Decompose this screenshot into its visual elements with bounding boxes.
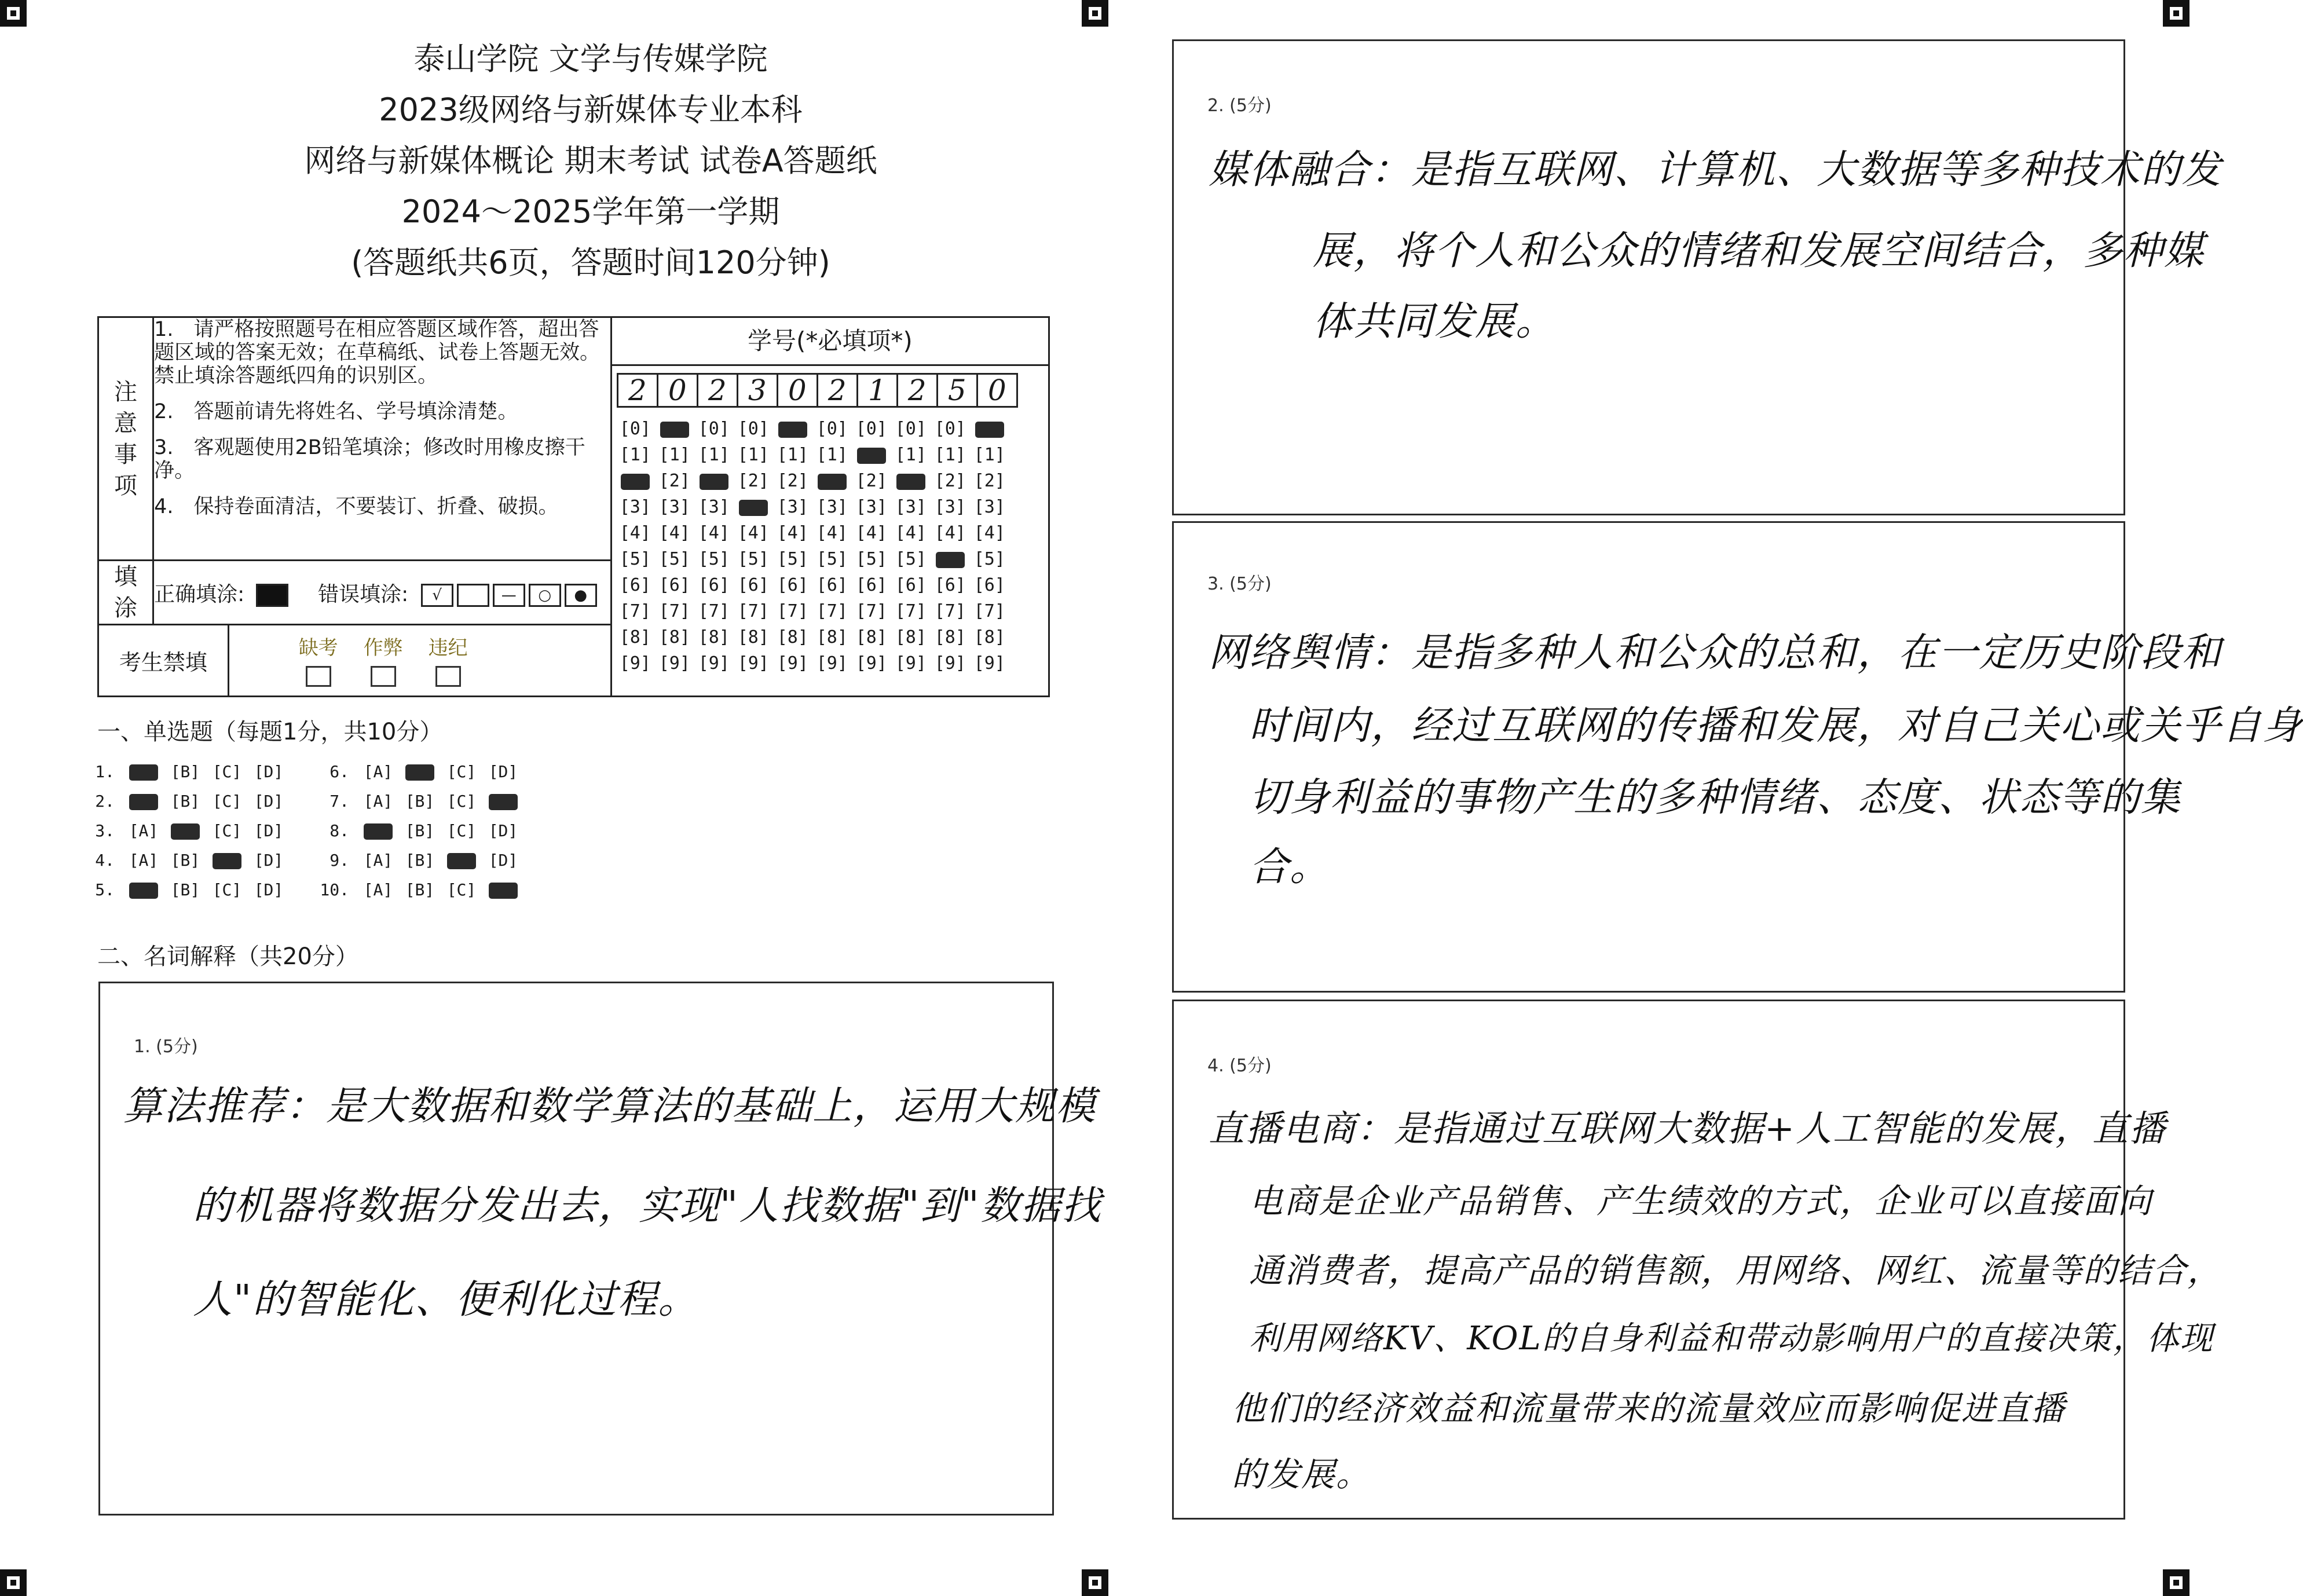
answer-box-q3 [1172, 521, 2303, 993]
mc-option[interactable]: [D] [254, 821, 284, 840]
student-id-digit[interactable]: 3 [737, 373, 778, 408]
bubble-option[interactable]: [4] [737, 523, 769, 543]
mc-question [81, 851, 290, 870]
bubble-row [616, 572, 1048, 598]
mc-question-number: 1. [95, 762, 115, 781]
mc-option[interactable]: [C] [446, 821, 477, 840]
bubble-option[interactable]: [0] [895, 419, 927, 439]
q2-label: 2. (5分) [1207, 96, 1272, 116]
bubble-option[interactable]: [4] [698, 523, 730, 543]
bubble-option[interactable]: [3] [658, 497, 690, 517]
corner-mark-top-left [0, 0, 27, 27]
mc-option[interactable]: [A] [363, 792, 393, 811]
mc-question-number: 4. [95, 851, 115, 870]
notice-item: 2. 答题前请先将姓名、学号填涂清楚。 [154, 400, 518, 423]
mc-option[interactable]: [C] [212, 762, 242, 781]
prohibit-option[interactable] [364, 632, 403, 689]
bubble-option[interactable]: [3] [698, 497, 730, 517]
bubble-option[interactable]: [8] [619, 627, 651, 647]
answer-box-q1 [98, 982, 1102, 1516]
bubble-filled[interactable] [936, 552, 965, 568]
bubble-option[interactable]: [6] [816, 575, 848, 595]
bubble-option[interactable]: [8] [816, 627, 848, 647]
bubble-option[interactable]: [7] [934, 601, 966, 621]
mc-question-number: 10. [320, 880, 349, 899]
mc-option[interactable]: [B] [405, 880, 435, 899]
bubble-row [616, 416, 1048, 442]
mc-question-number: 7. [329, 792, 349, 811]
q3-answer-line: 合。 [1249, 844, 1331, 890]
bubble-option[interactable]: [5] [619, 549, 651, 569]
bubble-option[interactable]: [5] [777, 549, 808, 569]
wrong-fill-label: 错误填涂: [318, 582, 409, 606]
student-id-digit[interactable]: 2 [697, 373, 738, 408]
bubble-option[interactable]: [3] [855, 497, 887, 517]
bubble-option[interactable]: [7] [816, 601, 848, 621]
bubble-option[interactable]: [3] [934, 497, 966, 517]
mc-option[interactable]: [D] [254, 880, 284, 899]
bubble-filled[interactable] [857, 448, 886, 464]
student-id-digit[interactable]: 2 [817, 373, 858, 408]
mc-question-number: 9. [329, 851, 349, 870]
wrong-fill-sample: — [493, 584, 525, 607]
bubble-option[interactable]: [3] [973, 497, 1005, 517]
mc-option[interactable]: [D] [254, 762, 284, 781]
bubble-option[interactable]: [9] [895, 653, 927, 673]
bubble-option[interactable]: [8] [973, 627, 1005, 647]
bubble-option[interactable]: [4] [895, 523, 927, 543]
q3-label: 3. (5分) [1207, 574, 1272, 594]
q1-answer-line: 算法推荐：是大数据和数学算法的基础上，运用大规模 [123, 1083, 1097, 1129]
wrong-fill-sample: √ [421, 584, 453, 607]
bubble-option[interactable]: [7] [658, 601, 690, 621]
bubble-option[interactable]: [0] [698, 419, 730, 439]
bubble-option[interactable]: [0] [934, 419, 966, 439]
bubble-option[interactable]: [1] [619, 445, 651, 465]
bubble-option[interactable]: [6] [619, 575, 651, 595]
mc-option[interactable]: [B] [170, 880, 200, 899]
q3-answer-line: 网络舆情：是指多种人和公众的总和，在一定历史阶段和 [1209, 630, 2223, 676]
bubble-option[interactable]: [5] [816, 549, 848, 569]
mc-option[interactable]: [D] [488, 762, 518, 781]
bubble-option[interactable]: [6] [658, 575, 690, 595]
student-id-digits [612, 366, 1048, 416]
q4-answer-line: 的发展。 [1232, 1455, 1371, 1494]
bubble-row [616, 520, 1048, 546]
notice-table [97, 316, 1050, 697]
bubble-option[interactable]: [3] [619, 497, 651, 517]
mc-option[interactable]: [D] [488, 851, 518, 870]
bubble-option[interactable]: [2] [855, 471, 887, 491]
wrong-fill-sample [457, 584, 489, 607]
student-id-digit[interactable]: 0 [777, 373, 818, 408]
bubble-row [616, 494, 1048, 520]
corner-mark-bottom-right [2163, 1569, 2190, 1596]
header-program: 2023级网络与新媒体专业本科 [379, 91, 803, 128]
q2-answer-line: 展，将个人和公众的情绪和发展空间结合，多种媒 [1313, 228, 2205, 274]
prohibit-option-label: 违纪 [428, 636, 468, 660]
bubble-filled[interactable] [739, 500, 768, 516]
section1-title: 一、单选题（每题1分，共10分） [97, 719, 443, 745]
bubble-option[interactable]: [1] [895, 445, 927, 465]
bubble-option[interactable]: [4] [619, 523, 651, 543]
correct-fill-label: 正确填涂: [154, 582, 245, 606]
bubble-option[interactable]: [6] [737, 575, 769, 595]
bubble-option[interactable]: [4] [816, 523, 848, 543]
prohibit-option-label: 作弊 [363, 636, 403, 660]
mc-option-filled[interactable] [129, 764, 158, 781]
bubble-option[interactable]: [4] [973, 523, 1005, 543]
corner-mark-bottom-center [1082, 1569, 1108, 1596]
q4-answer-line: 通消费者，提高产品的销售额，用网络、网红、流量等的结合， [1249, 1251, 2223, 1290]
prohibit-option[interactable] [299, 632, 338, 689]
bubble-option[interactable]: [0] [855, 419, 887, 439]
bubble-option[interactable]: [8] [934, 627, 966, 647]
mc-option-filled[interactable] [213, 853, 241, 869]
mc-question [316, 792, 524, 811]
bubble-option[interactable]: [9] [934, 653, 966, 673]
bubble-option[interactable]: [6] [973, 575, 1005, 595]
bubble-filled[interactable] [778, 422, 807, 438]
mc-question-number: 5. [95, 880, 115, 899]
bubble-filled[interactable] [975, 422, 1004, 438]
bubble-option[interactable]: [2] [973, 471, 1005, 491]
prohibit-option[interactable] [429, 632, 468, 689]
mc-question [81, 762, 290, 781]
bubble-option[interactable]: [7] [895, 601, 927, 621]
bubble-option[interactable]: [2] [658, 471, 690, 491]
q4-answer-line: 直播电商：是指通过互联网大数据+人工智能的发展，直播 [1209, 1107, 2166, 1150]
bubble-option[interactable]: [5] [973, 549, 1005, 569]
mc-option[interactable]: [B] [405, 821, 435, 840]
bubble-option[interactable]: [5] [895, 549, 927, 569]
mc-option[interactable]: [B] [170, 851, 200, 870]
mc-option[interactable]: [C] [446, 762, 477, 781]
bubble-option[interactable]: [8] [895, 627, 927, 647]
mc-option-filled[interactable] [447, 853, 476, 869]
mc-question-number: 8. [329, 821, 349, 840]
mc-question [316, 762, 524, 781]
bubble-option[interactable]: [7] [973, 601, 1005, 621]
bubble-option[interactable]: [5] [658, 549, 690, 569]
notice-items [153, 317, 612, 561]
bubble-option[interactable]: [8] [698, 627, 730, 647]
bubble-option[interactable]: [9] [698, 653, 730, 673]
bubble-option[interactable]: [1] [658, 445, 690, 465]
q4-label: 4. (5分) [1207, 1056, 1272, 1076]
bubble-row [616, 468, 1048, 494]
bubble-option[interactable]: [3] [777, 497, 808, 517]
bubble-option[interactable]: [5] [855, 549, 887, 569]
header-exam: 网络与新媒体概论 期末考试 试卷A答题纸 [304, 142, 877, 179]
bubble-option[interactable]: [8] [855, 627, 887, 647]
student-id-panel [611, 317, 1049, 697]
bubble-option[interactable]: [4] [777, 523, 808, 543]
q4-answer-line: 电商是企业产品销售、产生绩效的方式，企业可以直接面向 [1249, 1181, 2153, 1221]
header-school: 泰山学院 文学与传媒学院 [413, 41, 768, 77]
mc-option[interactable]: [D] [254, 792, 284, 811]
bubble-filled[interactable] [896, 474, 925, 490]
bubble-option[interactable]: [7] [698, 601, 730, 621]
bubble-option[interactable]: [9] [973, 653, 1005, 673]
fill-label: 填涂 [98, 561, 153, 625]
bubble-filled[interactable] [700, 474, 728, 490]
bubble-option[interactable]: [3] [895, 497, 927, 517]
bubble-option[interactable]: [0] [816, 419, 848, 439]
answer-box-q2 [1172, 39, 2223, 515]
bubble-row [616, 650, 1048, 676]
student-id-digit[interactable]: 2 [896, 373, 938, 408]
mc-option[interactable]: [A] [129, 851, 159, 870]
prohibit-options [228, 625, 611, 697]
q4-answer-line: 他们的经济效益和流量带来的流量效应而影响促进直播 [1232, 1389, 2066, 1428]
mc-option[interactable]: [D] [254, 851, 284, 870]
bubble-option[interactable]: [2] [737, 471, 769, 491]
bubble-option[interactable]: [8] [658, 627, 690, 647]
mc-option[interactable]: [A] [363, 762, 393, 781]
q2-answer-line: 体共同发展。 [1313, 299, 1557, 345]
bubble-option[interactable]: [9] [737, 653, 769, 673]
mc-question-number: 3. [95, 821, 115, 840]
bubble-option[interactable]: [2] [777, 471, 808, 491]
q1-label: 1. (5分) [134, 1037, 198, 1057]
bubble-filled[interactable] [660, 422, 689, 438]
corner-mark-top-right [2163, 0, 2190, 27]
student-id-digit[interactable]: 2 [617, 373, 658, 408]
bubble-option[interactable]: [6] [934, 575, 966, 595]
student-id-digit[interactable]: 5 [936, 373, 978, 408]
mc-question [316, 851, 524, 870]
bubble-option[interactable]: [1] [737, 445, 769, 465]
mc-option-filled[interactable] [405, 764, 434, 781]
bubble-row [616, 624, 1048, 650]
bubble-option[interactable]: [3] [816, 497, 848, 517]
student-id-bubble-grid[interactable] [612, 416, 1048, 676]
mc-option[interactable]: [C] [446, 792, 477, 811]
mc-option[interactable]: [C] [446, 880, 477, 899]
student-id-digit[interactable]: 0 [657, 373, 698, 408]
q3-answer-line: 时间内，经过互联网的传播和发展，对自己关心或关乎自身 [1249, 703, 2303, 749]
prohibit-checkbox[interactable] [306, 666, 331, 687]
bubble-option[interactable]: [9] [855, 653, 887, 673]
bubble-option[interactable]: [9] [658, 653, 690, 673]
bubble-option[interactable]: [0] [619, 419, 651, 439]
bubble-row [616, 598, 1048, 624]
mc-option[interactable]: [B] [405, 792, 435, 811]
mc-option-filled[interactable] [171, 823, 200, 840]
correct-fill-sample [256, 584, 288, 607]
mc-option[interactable]: [A] [129, 821, 159, 840]
bubble-option[interactable]: [6] [855, 575, 887, 595]
q2-answer-line: 媒体融合：是指互联网、计算机、大数据等多种技术的发 [1209, 147, 2223, 193]
prohibit-checkbox[interactable] [371, 666, 396, 687]
mc-question-number: 2. [95, 792, 115, 811]
mc-option[interactable]: [B] [170, 762, 200, 781]
q3-answer-line: 切身利益的事物产生的多种情绪、态度、状态等的集 [1249, 775, 2182, 821]
bubble-option[interactable]: [1] [698, 445, 730, 465]
bubble-option[interactable]: [7] [737, 601, 769, 621]
q1-answer-line: 的机器将数据分发出去，实现"人找数据"到"数据找 [193, 1183, 1102, 1229]
mc-option-filled[interactable] [489, 794, 518, 810]
section2-title: 二、名词解释（共20分） [97, 943, 358, 970]
bubble-row [616, 442, 1048, 468]
mc-option[interactable]: [A] [363, 851, 393, 870]
bubble-option[interactable]: [1] [777, 445, 808, 465]
bubble-option[interactable]: [8] [777, 627, 808, 647]
notice-label: 注意事项 [98, 317, 153, 561]
bubble-filled[interactable] [621, 474, 650, 490]
bubble-option[interactable]: [7] [777, 601, 808, 621]
notice-item: 3. 客观题使用2B铅笔填涂；修改时用橡皮擦干净。 [154, 436, 585, 482]
prohibit-label: 考生禁填 [98, 625, 229, 697]
mc-question [81, 821, 290, 840]
bubble-option[interactable]: [6] [698, 575, 730, 595]
notice-item: 4. 保持卷面清洁，不要装订、折叠、破损。 [154, 495, 559, 518]
fill-example-row [153, 561, 612, 625]
bubble-option[interactable]: [4] [658, 523, 690, 543]
wrong-fill-sample: ○ [529, 584, 561, 607]
corner-mark-top-center [1082, 0, 1108, 27]
bubble-option[interactable]: [4] [855, 523, 887, 543]
notice-item: 1. 请严格按照题号在相应答题区域作答，超出答题区域的答案无效；在草稿纸、试卷上答题无效。禁止填涂答题纸四角的识别区。 [154, 318, 601, 387]
bubble-option[interactable]: [6] [895, 575, 927, 595]
mc-option[interactable]: [C] [212, 880, 242, 899]
prohibit-checkbox[interactable] [435, 666, 461, 687]
bubble-option[interactable]: [6] [777, 575, 808, 595]
mc-option-filled[interactable] [129, 794, 158, 810]
bubble-option[interactable]: [1] [973, 445, 1005, 465]
mc-option-filled[interactable] [364, 823, 393, 840]
bubble-option[interactable]: [9] [816, 653, 848, 673]
bubble-option[interactable]: [8] [737, 627, 769, 647]
wrong-fill-sample: ● [565, 584, 597, 607]
mc-option-filled[interactable] [489, 883, 518, 899]
mc-option[interactable]: [C] [212, 821, 242, 840]
header-note: (答题纸共6页，答题时间120分钟) [351, 244, 830, 281]
mc-option[interactable]: [B] [170, 792, 200, 811]
bubble-option[interactable]: [9] [619, 653, 651, 673]
bubble-option[interactable]: [5] [698, 549, 730, 569]
mc-question [316, 821, 524, 840]
bubble-option[interactable]: [2] [934, 471, 966, 491]
prohibit-option-label: 缺考 [298, 636, 338, 660]
mc-option-filled[interactable] [129, 883, 158, 899]
bubble-option[interactable]: [9] [777, 653, 808, 673]
bubble-option[interactable]: [7] [855, 601, 887, 621]
bubble-option[interactable]: [1] [816, 445, 848, 465]
answer-box-q4 [1172, 1000, 2223, 1520]
bubble-option[interactable]: [7] [619, 601, 651, 621]
student-id-header: 学号(*必填项*) [612, 318, 1048, 366]
bubble-row [616, 546, 1048, 572]
header-term: 2024～2025学年第一学期 [401, 193, 780, 230]
bubble-filled[interactable] [818, 474, 847, 490]
mc-option[interactable]: [A] [363, 880, 393, 899]
student-id-digit[interactable]: 1 [856, 373, 898, 408]
student-id-digit[interactable]: 0 [976, 373, 1018, 408]
q4-answer-line: 利用网络KV、KOL的自身利益和带动影响用户的直接决策，体现 [1249, 1320, 2214, 1357]
mc-option[interactable]: [D] [488, 821, 518, 840]
bubble-option[interactable]: [4] [934, 523, 966, 543]
bubble-option[interactable]: [5] [737, 549, 769, 569]
bubble-option[interactable]: [1] [934, 445, 966, 465]
mc-question-number: 6. [329, 762, 349, 781]
mc-option[interactable]: [B] [405, 851, 435, 870]
mc-question [81, 792, 290, 811]
mc-question [81, 880, 290, 899]
mc-question [316, 880, 524, 899]
mc-option[interactable]: [C] [212, 792, 242, 811]
q1-answer-line: 人"的智能化、便利化过程。 [193, 1277, 699, 1323]
bubble-option[interactable]: [0] [737, 419, 769, 439]
corner-mark-bottom-left [0, 1569, 27, 1596]
